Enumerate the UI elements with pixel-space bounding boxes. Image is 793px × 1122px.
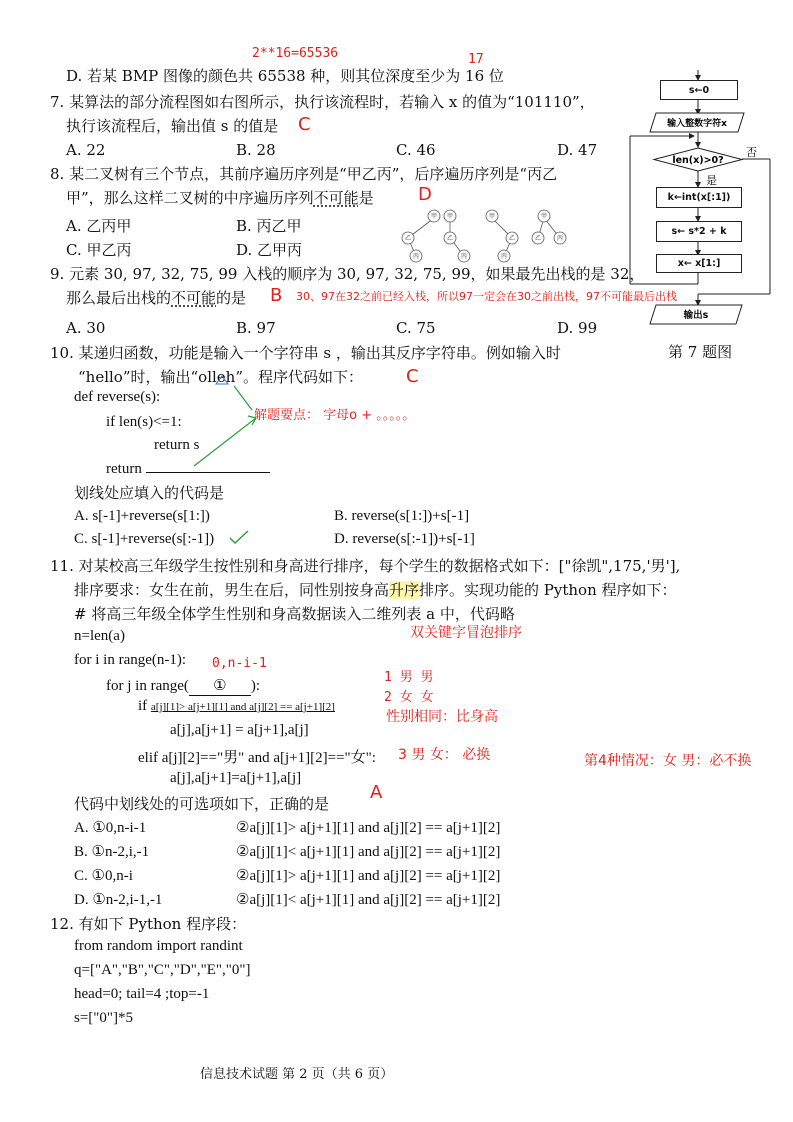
- q11-code-for-i: for i in range(n-1):: [74, 652, 187, 668]
- q10-option-b: B. reverse(s[1:])+s[-1]: [334, 508, 470, 524]
- note-17: 17: [468, 52, 484, 67]
- q11-option-d-cond: ②a[j][1]< a[j+1][1] and a[j][2] == a[j+1][2]: [236, 892, 501, 908]
- q11-option-a-key: A. ①0,n-i-1: [74, 820, 147, 836]
- q8-answer-note: D: [418, 184, 432, 205]
- q10-question: 划线处应填入的代码是: [74, 484, 225, 502]
- q9-explanation-note: 30、97在32之前已经入栈，所以97一定会在30之前出栈，97不可能最后出栈: [296, 290, 677, 303]
- q11-stem-line1: 11. 对某校高三年级学生按性别和身高进行排序，每个学生的数据格式如下：["徐凯",175,'男'],: [50, 557, 681, 575]
- tree3-node-root: 甲: [488, 213, 496, 220]
- q11-code-swap2: a[j],a[j+1]=a[j+1],a[j]: [170, 770, 302, 786]
- q10-check-mark: [228, 528, 250, 546]
- flow-init-box: s←0: [660, 80, 738, 100]
- q11-same-gender-note: 性别相同：比身高: [386, 709, 498, 725]
- q10-code-if: if len(s)<=1:: [106, 414, 182, 430]
- q7-stem-line1: 7. 某算法的部分流程图如右图所示，执行该流程时，若输入 x 的值为“101110”，: [50, 93, 595, 111]
- q7-option-a: A. 22: [66, 141, 106, 159]
- q11-answer-note: A: [370, 782, 383, 803]
- q8-stem-line1: 8. 某二叉树有三个节点，其前序遍历序列是“甲乙丙”，后序遍历序列是“丙乙: [50, 165, 558, 183]
- q11-code-elif: elif a[j][2]=="男" and a[j+1][2]=="女":: [138, 750, 376, 766]
- tree4-node-root: 甲: [540, 213, 548, 220]
- flow-yes-label: 是: [706, 174, 717, 187]
- q10-code-return-blank: return: [106, 461, 270, 478]
- tree3-node-mid: 乙: [508, 235, 516, 242]
- flowchart-caption: 第 7 题图: [668, 343, 733, 361]
- q8-option-a: A. 乙丙甲: [66, 217, 132, 235]
- q11-option-b-key: B. ①n-2,i,-1: [74, 844, 150, 860]
- flow-input-text: 输入整数字符x: [667, 119, 727, 129]
- q12-code-pointers: head=0; tail=4 ;top=-1: [74, 986, 210, 1002]
- q11-code-comment: # 将高三年级全体学生性别和身高数据读入二维列表 a 中，代码略: [74, 605, 515, 623]
- q11-option-c-cond: ②a[j][1]> a[j+1][1] and a[j][2] == a[j+1][2]: [236, 868, 501, 884]
- flow-decision-text: len(x)>0?: [672, 155, 724, 166]
- tree2-node-leaf: 丙: [460, 253, 468, 260]
- q11-code-if: if a[j][1]> a[j+1][1] and a[j][2] == a[j+1][2]: [138, 698, 335, 714]
- q11-option-d-key: D. ①n-2,i-1,-1: [74, 892, 163, 908]
- q10-option-a: A. s[-1]+reverse(s[1:]): [74, 508, 210, 524]
- q10-stem-line2: “hello”时，输出“olleh”。程序代码如下：: [78, 368, 364, 386]
- q10-option-c: C. s[-1]+reverse(s[:-1]): [74, 531, 215, 547]
- q11-range-note: 0,n-i-1: [212, 656, 267, 671]
- tree1-node-root: 甲: [430, 213, 438, 220]
- q7-answer-note: C: [298, 114, 311, 135]
- q11-option-a-cond: ②a[j][1]> a[j+1][1] and a[j][2] == a[j+1][2]: [236, 820, 501, 836]
- flow-output-text: 输出s: [683, 310, 709, 321]
- tree1-node-leaf: 丙: [412, 253, 420, 260]
- q11-stem-line2: 排序要求：女生在前，男生在后，同性别按身高升序排序。实现功能的 Python 程序如下：: [74, 581, 677, 599]
- q10-code-def: def reverse(s):: [74, 389, 161, 405]
- q11-option-b-cond: ②a[j][1]< a[j+1][1] and a[j][2] == a[j+1][2]: [236, 844, 501, 860]
- q12-stem: 12. 有如下 Python 程序段：: [50, 915, 247, 933]
- q9-option-b: B. 97: [236, 319, 276, 337]
- flow-no-label: 否: [746, 146, 757, 159]
- q11-case3-note: 3 男 女： 必换: [398, 747, 491, 763]
- q8-option-c: C. 甲乙丙: [66, 241, 132, 259]
- note-power: 2**16=65536: [252, 46, 339, 61]
- q12-code-q: q=["A","B","C","D","E","0"]: [74, 962, 251, 978]
- q8-option-b: B. 丙乙甲: [236, 217, 302, 235]
- q11-case2-note: 2 女 女: [384, 690, 434, 705]
- q11-hint-note: 双关键字冒泡排序: [410, 625, 522, 641]
- q10-option-d: D. reverse(s[:-1])+s[-1]: [334, 531, 475, 547]
- q9-stem-line2: 那么最后出栈的不可能的是: [66, 289, 247, 307]
- q11-option-c-key: C. ①0,n-i: [74, 868, 133, 884]
- flow-s-box: s← s*2 + k: [656, 221, 742, 242]
- q10-keypoint-note: 解题要点： 字母o + 。。。。。: [254, 408, 416, 423]
- q8-tree-diagrams: [392, 206, 582, 264]
- q10-code-return-s: return s: [154, 437, 200, 453]
- flow-k-box: k←int(x[:1]): [656, 187, 742, 208]
- q11-case4-note: 第4种情况：女 男：必不换: [584, 753, 752, 769]
- q10-stem-line1: 10. 某递归函数，功能是输入一个字符串 s ，输出其反序字符串。例如输入时: [50, 344, 561, 362]
- q7-option-c: C. 46: [396, 141, 436, 159]
- q11-code-n: n=len(a): [74, 628, 125, 644]
- q9-option-d: D. 99: [557, 319, 598, 337]
- tree4-node-right: 丙: [556, 235, 564, 242]
- q9-option-a: A. 30: [66, 319, 106, 337]
- q7-option-b: B. 28: [236, 141, 276, 159]
- q12-code-s: s=["0"]*5: [74, 1010, 134, 1026]
- tree2-node-root: 甲: [446, 213, 454, 220]
- q9-stem-line1: 9. 元素 30, 97, 32, 75, 99 入栈的顺序为 30, 97, 32, 75, 99，如果最先出栈的是 32，: [50, 265, 645, 283]
- q11-code-for-j: for j in range( ① ):: [106, 678, 261, 694]
- tree1-node-mid: 乙: [404, 235, 412, 242]
- q11-question: 代码中划线处的可选项如下，正确的是: [74, 795, 330, 813]
- q8-option-d: D. 乙甲丙: [236, 241, 303, 259]
- q11-case1-note: 1 男 男: [384, 670, 434, 685]
- tree4-node-left: 乙: [534, 235, 542, 242]
- q9-answer-note: B: [270, 285, 283, 306]
- q12-code-import: from random import randint: [74, 938, 243, 954]
- flow-x-box: x← x[1:]: [656, 254, 742, 273]
- page-footer: 信息技术试题 第 2 页（共 6 页）: [200, 1067, 394, 1082]
- q10-answer-note: C: [406, 366, 419, 387]
- q9-option-c: C. 75: [396, 319, 436, 337]
- q6-option-d: D. 若某 BMP 图像的颜色共 65538 种，则其位深度至少为 16 位: [66, 67, 504, 85]
- tree3-node-leaf: 丙: [500, 253, 508, 260]
- tree2-node-mid: 乙: [446, 235, 454, 242]
- q11-code-swap1: a[j],a[j+1] = a[j+1],a[j]: [170, 722, 309, 738]
- q8-stem-line2: 甲”，那么这样二叉树的中序遍历序列不可能是: [66, 189, 374, 207]
- q10-annotation-arrows: [186, 374, 276, 474]
- q7-option-d: D. 47: [557, 141, 598, 159]
- q7-stem-line2: 执行该流程后，输出值 s 的值是: [66, 117, 279, 135]
